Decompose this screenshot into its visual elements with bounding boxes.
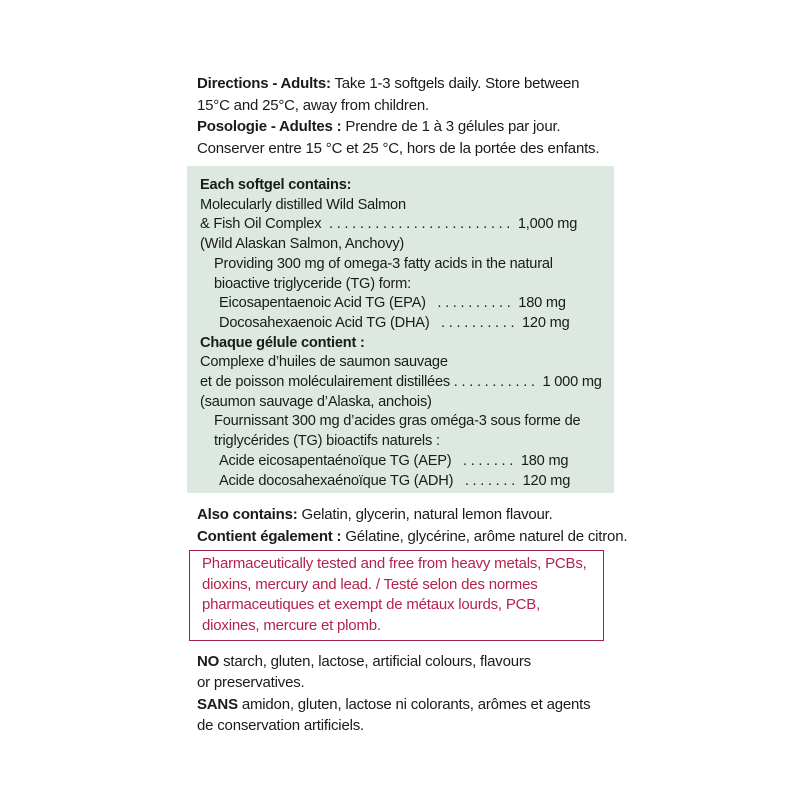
directions-fr-line-1	[197, 116, 637, 138]
omega3-note-fr-line-2: triglycérides (TG) bioactifs naturels :	[214, 433, 440, 450]
also-contains-en-heading: Also contains:	[197, 506, 298, 523]
ingredient-name-fr-line-1: Complexe d’huiles de saumon sauvage	[200, 354, 448, 371]
directions-en-line-1	[197, 73, 637, 95]
ingredients-panel	[187, 166, 614, 493]
ingredient-amount-en: & Fish Oil Complex . . . . . . . . . . . . . . . . . . . . . . . . 1,000 mg	[200, 216, 578, 233]
free-of-en-heading: NO	[197, 653, 220, 670]
directions-fr-heading: Posologie - Adultes :	[197, 118, 342, 135]
dha-row-en: Docosahexaenoic Acid TG (DHA) . . . . . . . . . . 120 mg	[219, 314, 570, 331]
directions-en-text: Take 1-3 softgels daily. Store between	[330, 75, 580, 92]
free-of-en-line-1: NO starch, gluten, lactose, artificial colours, flavours	[197, 653, 531, 670]
epa-row-en: Eicosapentaenoic Acid TG (EPA) . . . . . . . . . . 180 mg	[219, 295, 566, 312]
directions-fr-line-2: Conserver entre 15 °C et 25 °C, hors de la portée des enfants.	[197, 139, 600, 157]
ingredient-name-en-line-1: Molecularly distilled Wild Salmon	[200, 196, 406, 213]
dha-row-fr: Acide docosahexaénoïque TG (ADH) . . . . . . . 120 mg	[219, 472, 571, 489]
also-contains-section	[197, 504, 637, 547]
also-contains-fr-heading: Contient également :	[197, 527, 342, 545]
free-of-section	[197, 651, 637, 736]
directions-en-line-2: 15°C and 25°C, away from children.	[197, 96, 429, 114]
panel-heading-fr: Chaque gélule contient :	[200, 334, 365, 351]
purity-line-2: dioxins, mercury and lead. / Testé selon des normes	[202, 575, 538, 593]
also-contains-en: Also contains: Gelatin, glycerin, natural lemon flavour.	[197, 506, 553, 523]
free-of-fr-line-2: de conservation artificiels.	[197, 716, 364, 734]
omega3-note-en-line-2: bioactive triglyceride (TG) form:	[214, 275, 411, 292]
panel-heading-en: Each softgel contains:	[200, 177, 352, 193]
directions-section	[197, 73, 637, 159]
purity-line-4: dioxines, mercure et plomb.	[202, 616, 381, 634]
free-of-en-line-2: or preservatives.	[197, 674, 305, 692]
free-of-fr-line-1: SANS amidon, gluten, lactose ni colorants, arômes et agents	[197, 695, 591, 713]
directions-fr-text: Prendre de 1 à 3 gélules par jour.	[341, 118, 561, 135]
purity-line-1: Pharmaceutically tested and free from heavy metals, PCBs,	[202, 555, 587, 572]
also-contains-fr: Contient également : Gélatine, glycérine, arôme naturel de citron.	[197, 527, 628, 545]
purity-statement-box	[189, 550, 604, 641]
ingredient-source-fr: (saumon sauvage d’Alaska, anchois)	[200, 393, 432, 410]
ingredient-source-en: (Wild Alaskan Salmon, Anchovy)	[200, 236, 405, 253]
omega3-note-en-line-1: Providing 300 mg of omega-3 fatty acids in the natural	[214, 255, 553, 272]
free-of-fr-heading: SANS	[197, 695, 238, 713]
omega3-note-fr-line-1: Fournissant 300 mg d’acides gras oméga-3 sous forme de	[214, 413, 581, 430]
purity-line-3: pharmaceutiques et exempt de métaux lourds, PCB,	[202, 596, 541, 613]
epa-row-fr: Acide eicosapentaénoïque TG (AEP) . . . . . . . 180 mg	[219, 452, 569, 469]
ingredient-amount-fr: et de poisson moléculairement distillées . . . . . . . . . . . 1 000 mg	[200, 374, 602, 391]
directions-en-heading: Directions - Adults:	[197, 75, 331, 92]
